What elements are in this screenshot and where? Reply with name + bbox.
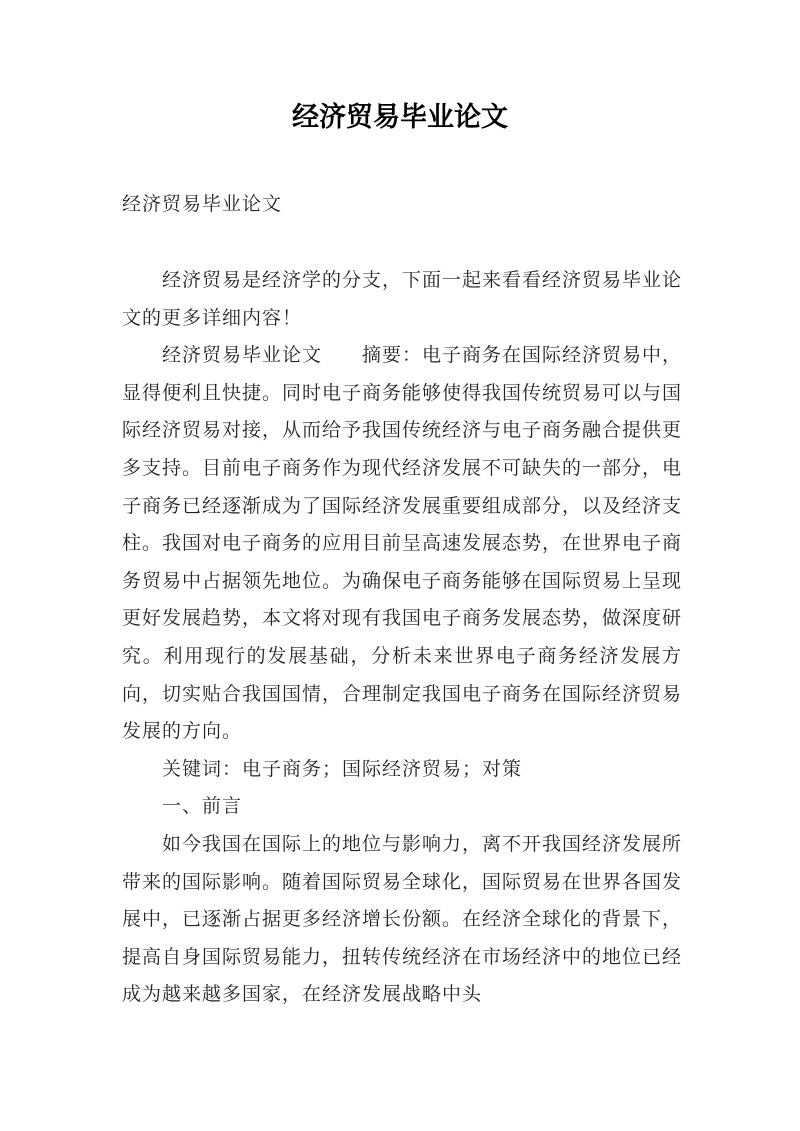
document-title: 经济贸易毕业论文 [292,102,508,133]
intro-paragraph: 经济贸易是经济学的分支，下面一起来看看经济贸易毕业论文的更多详细内容！ [122,269,683,329]
document-body [122,262,683,1006]
document-subtitle: 经济贸易毕业论文 [122,193,283,215]
section-heading: 一、前言 [162,795,243,818]
abstract-paragraph: 经济贸易毕业论文 摘要：电子商务在国际经济贸易中，显得便利且快捷。同时电子商务能够使得我国传统贸易可以与国际经济贸易对接，从而给予我国传统经济与电子商务融合提供更多支持。目前电子商务作为现代经济发展不可缺失的一部分，电子商务已经逐渐成为了国际经济发展重要组成部分，以及经济支柱。我国对电子商务的应用目前呈高速发展态势，在世界电子商务贸易中占据领先地位。为确保电子商务能够在国际贸易上呈现更好发展趋势，本文将对现有我国电子商务发展态势，做深度研究。利用现行的发展基础，分析未来世界电子商务经济发展方向，切实贴合我国国情，合理制定我国电子商务在国际经济贸易发展的方向。 [122,344,683,743]
preface-paragraph: 如今我国在国际上的地位与影响力，离不开我国经济发展所带来的国际影响。随着国际贸易全球化，国际贸易在世界各国发展中，已逐渐占据更多经济增长份额。在经济全球化的背景下，提高自身国际贸易能力，扭转传统经济在市场经济中的地位已经成为越来越多国家，在经济发展战略中头 [122,832,683,1006]
keywords-paragraph: 关键词：电子商务；国际经济贸易；对策 [162,757,523,780]
